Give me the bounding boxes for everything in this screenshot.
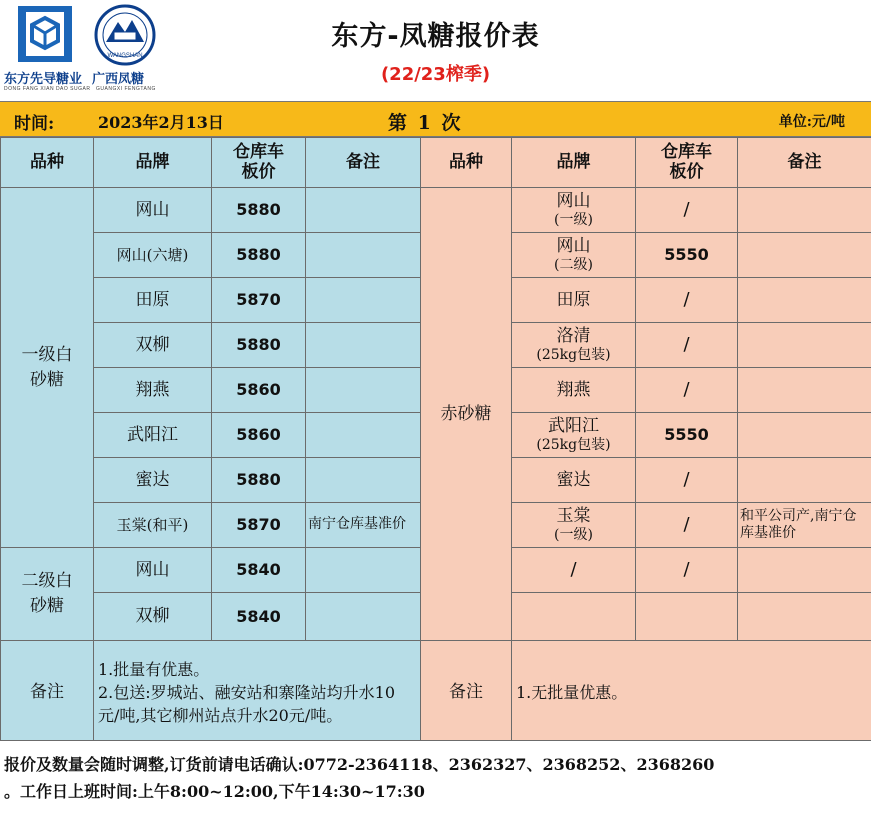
- table-header-row: [421, 138, 871, 188]
- brand-grade: (二级): [554, 256, 593, 273]
- variety-label: 一级白砂糖: [21, 344, 73, 390]
- note-cell: [306, 323, 421, 368]
- remark-line: 2.包送:罗城站、融安站和寨隆站均升水10元/吨,其它柳州站点升水20元/吨。: [98, 682, 396, 726]
- brand-label: 玉棠: [556, 506, 591, 527]
- dongfang-logo-sub: DONG FANG XIAN DAO SUGAR: [4, 86, 91, 92]
- price-cell: /: [636, 458, 738, 503]
- note-cell: [306, 278, 421, 323]
- brand-cell: 网山: [94, 548, 212, 593]
- table-row: [1, 548, 421, 593]
- variety-label: 二级白砂糖: [21, 571, 73, 616]
- header-note: 备注: [738, 138, 871, 188]
- header-brand: 品牌: [512, 138, 636, 188]
- price-cell: /: [636, 278, 738, 323]
- fengtang-logo-sub: GUANGXI FENGTANG: [96, 86, 156, 92]
- brand-cell: 双柳: [94, 323, 212, 368]
- note-cell: [738, 278, 871, 323]
- brand-cell: 网山(六塘): [94, 233, 212, 278]
- price-cell: [636, 593, 738, 641]
- brand-label: 洛清: [556, 326, 591, 347]
- brand-label: 蜜达: [556, 469, 591, 490]
- brand-grade: (一级): [554, 211, 593, 228]
- price-cell: 5840: [212, 593, 306, 641]
- header-variety: 品种: [1, 138, 94, 188]
- price-cell: 5860: [212, 413, 306, 458]
- remarks-row: [1, 641, 421, 745]
- white-sugar-table: [0, 137, 421, 745]
- note-cell: [738, 233, 871, 278]
- note-cell: [306, 593, 421, 641]
- price-cell: 5880: [212, 188, 306, 233]
- page-title: 东方-凤糖报价表: [331, 21, 540, 52]
- note-cell: [306, 413, 421, 458]
- dongfang-logo-name: 东方先导糖业: [4, 71, 83, 86]
- note-cell: [306, 188, 421, 233]
- brand-cell: [512, 278, 636, 323]
- price-cell: 5860: [212, 368, 306, 413]
- brand-cell: 网山: [94, 188, 212, 233]
- price-cell: 5550: [636, 233, 738, 278]
- brand-grade: (25kg包装): [536, 436, 611, 453]
- brand-cell: [512, 233, 636, 278]
- remarks-label: 备注: [421, 641, 512, 745]
- remarks-cell: [94, 641, 421, 745]
- brand-cell: /: [512, 548, 636, 593]
- table-row: [1, 188, 421, 233]
- footer-line-hours: 。工作日上班时间:上午8:00~12:00,下午14:30~17:30: [4, 782, 425, 801]
- brand-cell: 蜜达: [94, 458, 212, 503]
- brand-cell: 武阳江: [94, 413, 212, 458]
- remark-line: 1.无批量优惠。: [516, 682, 628, 702]
- brand-cell: 双柳: [94, 593, 212, 641]
- note-cell: [738, 188, 871, 233]
- note-cell: 和平公司产,南宁仓库基准价: [738, 503, 871, 548]
- brand-cell: 翔燕: [94, 368, 212, 413]
- price-cell: /: [636, 503, 738, 548]
- note-cell: [738, 413, 871, 458]
- quote-date: 2023年2月13日: [98, 113, 224, 132]
- price-cell: 5880: [212, 323, 306, 368]
- brand-label: 网山: [556, 191, 591, 212]
- quote-round: 第 1 次: [388, 112, 463, 134]
- remarks-cell: [512, 641, 871, 745]
- price-cell: /: [636, 188, 738, 233]
- brand-cell: [512, 413, 636, 458]
- price-cell: 5880: [212, 458, 306, 503]
- brand-label: 网山: [556, 236, 591, 257]
- remark-line: 1.批量有优惠。: [98, 659, 210, 679]
- season-label: (22/23榨季): [380, 64, 491, 85]
- note-cell: [306, 458, 421, 503]
- brown-sugar-table: [420, 137, 871, 745]
- note-cell: [738, 458, 871, 503]
- brand-cell: 田原: [94, 278, 212, 323]
- brand-cell: [512, 368, 636, 413]
- header-price: [212, 138, 306, 188]
- note-cell: [306, 368, 421, 413]
- brand-cell: 玉棠(和平): [94, 503, 212, 548]
- footer-notice: [0, 740, 871, 813]
- price-cell: 5840: [212, 548, 306, 593]
- brand-cell: [512, 323, 636, 368]
- brand-grade: (一级): [554, 526, 593, 543]
- header-price-label: 仓库车板价: [661, 141, 712, 182]
- remarks-row: [421, 641, 871, 745]
- fengtang-emblem-text: WANGSHAN: [107, 53, 143, 59]
- table-header-row: [1, 138, 421, 188]
- brand-cell: [512, 188, 636, 233]
- price-cell: 5880: [212, 233, 306, 278]
- brand-cell: [512, 503, 636, 548]
- note-cell: 南宁仓库基准价: [306, 503, 421, 548]
- remarks-label: 备注: [1, 641, 94, 745]
- page-header: [0, 0, 871, 100]
- brand-grade: (25kg包装): [536, 346, 611, 363]
- header-price: [636, 138, 738, 188]
- price-cell: 5870: [212, 503, 306, 548]
- table-row: [421, 188, 871, 233]
- note-cell: [738, 368, 871, 413]
- note-cell: [738, 323, 871, 368]
- variety-cell: [1, 548, 94, 641]
- fengtang-logo-name: 广西凤糖: [92, 71, 145, 86]
- variety-cell: 赤砂糖: [421, 188, 512, 641]
- time-label: 时间:: [14, 114, 55, 134]
- note-cell: [738, 548, 871, 593]
- price-cell: /: [636, 548, 738, 593]
- header-brand: 品牌: [94, 138, 212, 188]
- brand-label: 武阳江: [548, 416, 599, 437]
- brand-cell: [512, 593, 636, 641]
- price-cell: 5870: [212, 278, 306, 323]
- note-cell: [738, 593, 871, 641]
- note-cell: [306, 233, 421, 278]
- price-cell: 5550: [636, 413, 738, 458]
- price-cell: /: [636, 368, 738, 413]
- header-variety: 品种: [421, 138, 512, 188]
- brand-label: 翔燕: [556, 379, 591, 400]
- brand-cell: [512, 458, 636, 503]
- note-cell: [306, 548, 421, 593]
- variety-cell: [1, 188, 94, 548]
- footer-line-contact: 报价及数量会随时调整,订货前请电话确认:0772-2364118、2362327、2368252、2368260: [4, 755, 715, 774]
- price-unit: 单位:元/吨: [778, 114, 845, 130]
- header-price-label: 仓库车板价: [233, 141, 284, 182]
- header-note: 备注: [306, 138, 421, 188]
- brand-label: 田原: [556, 289, 591, 310]
- info-bar: [0, 101, 871, 137]
- price-cell: /: [636, 323, 738, 368]
